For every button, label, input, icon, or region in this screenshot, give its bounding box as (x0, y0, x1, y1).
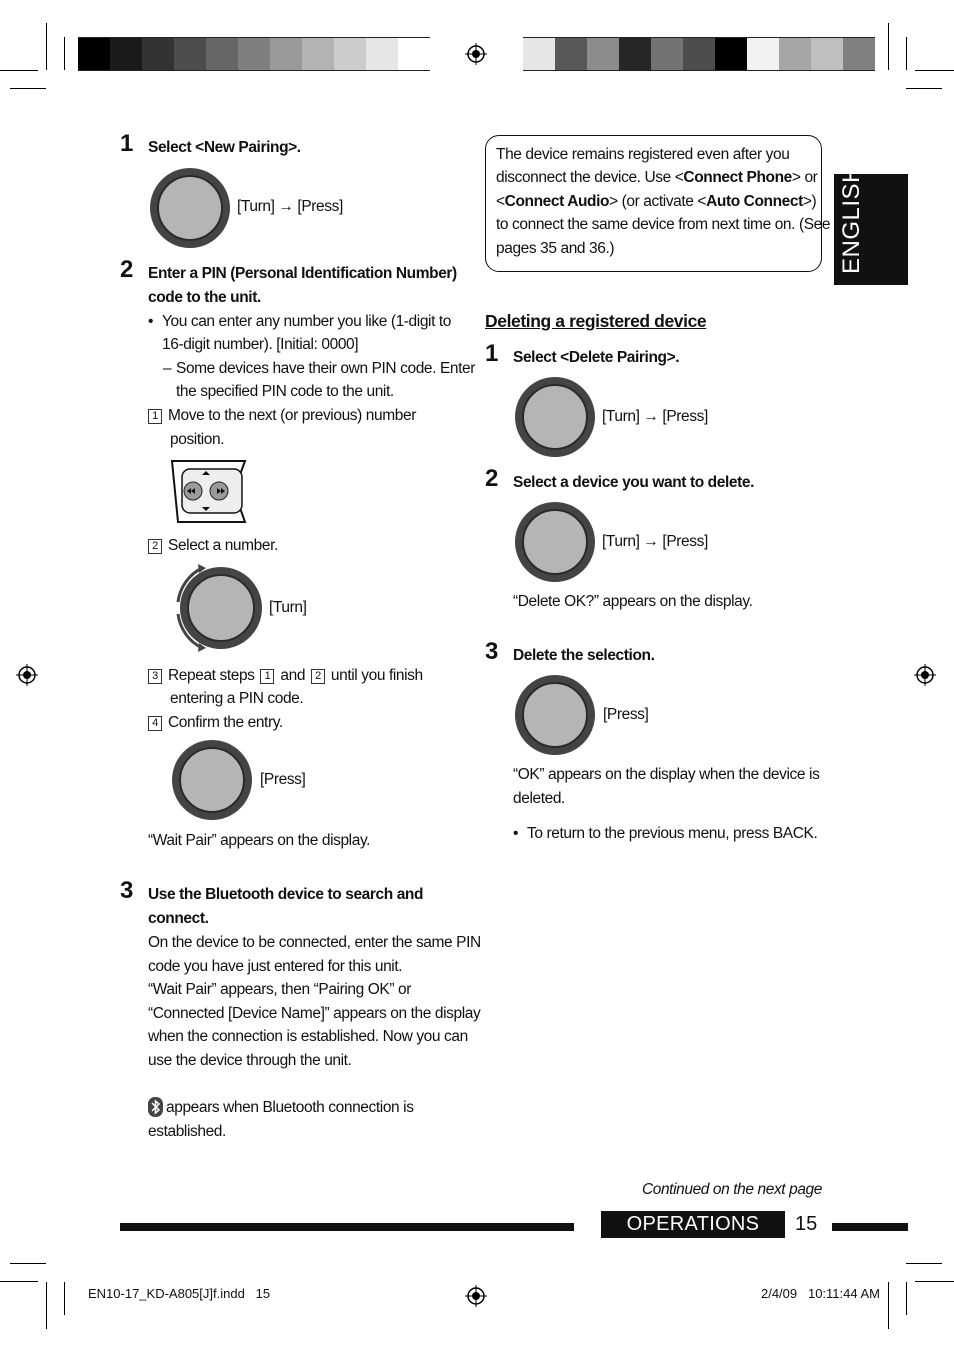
color-swatch (523, 38, 555, 70)
color-swatch (334, 38, 366, 70)
crop-mark (64, 1282, 65, 1315)
bullet-marker: • (513, 825, 519, 842)
step-body: code you have just entered for this unit. (148, 958, 403, 975)
dash-marker: – (163, 360, 172, 377)
language-tab (834, 165, 908, 285)
result-text: deleted. (513, 790, 565, 807)
color-swatch (174, 38, 206, 70)
bullet-text: You can enter any number you like (1-digit to (162, 313, 452, 330)
crop-mark (46, 1282, 47, 1329)
knob-caption: [Turn] → [Press] (602, 408, 708, 425)
control-knob-icon (515, 502, 595, 582)
footer-rule-right (832, 1223, 908, 1231)
crop-mark (0, 70, 38, 71)
step-title: code to the unit. (148, 289, 261, 306)
note-line: <Connect Audio> (or activate <Auto Connect>) (496, 193, 817, 210)
skip-buttons-icon (170, 459, 248, 524)
registration-mark-icon (465, 1285, 487, 1307)
color-swatch (747, 38, 779, 70)
control-knob-icon (515, 377, 595, 457)
control-knob-icon (150, 168, 230, 248)
result-text: “Delete OK?” appears on the display. (513, 593, 753, 610)
crop-mark (888, 23, 889, 70)
crop-mark (915, 70, 954, 71)
step-number: 3 (485, 638, 499, 665)
substep-4: 4 Confirm the entry. (148, 711, 283, 735)
footer-rule-left (120, 1223, 574, 1231)
knob-caption: [Press] (603, 706, 649, 723)
continued-note: Continued on the next page (641, 1181, 822, 1198)
note-line: to connect the same device from next time on. (See (496, 216, 831, 233)
step-title: Use the Bluetooth device to search and (148, 886, 424, 903)
page-number: 15 (795, 1213, 818, 1235)
crop-mark (906, 1282, 907, 1315)
date-info: 2/4/09 10:11:44 AM (760, 1286, 880, 1301)
note-line: disconnect the device. Use <Connect Phone> or (496, 169, 818, 186)
step-body: use the device through the unit. (148, 1052, 352, 1069)
crop-mark (906, 37, 907, 70)
registration-mark-icon (16, 664, 38, 686)
registration-mark-icon (465, 43, 487, 65)
crop-mark (0, 1281, 38, 1282)
color-swatch (811, 38, 843, 70)
crop-mark (46, 23, 47, 70)
bluetooth-note: appears when Bluetooth connection is (166, 1099, 414, 1116)
note-line: pages 35 and 36.) (496, 240, 615, 257)
step-body: when the connection is established. Now you can (148, 1028, 468, 1045)
section-label: OPERATIONS (626, 1213, 760, 1235)
color-swatch (398, 38, 430, 70)
control-knob-icon (515, 675, 595, 755)
knob-caption: [Press] (260, 771, 306, 788)
note-line: The device remains registered even after you (496, 146, 790, 163)
crop-mark (10, 1263, 46, 1264)
dash-text: the specified PIN code to the unit. (176, 383, 394, 400)
step-title: Select <New Pairing>. (148, 139, 301, 156)
step-number: 1 (485, 340, 499, 367)
color-swatch (270, 38, 302, 70)
file-info: EN10-17_KD-A805[J]f.indd 15 (88, 1286, 271, 1301)
color-swatch (683, 38, 715, 70)
color-swatch (715, 38, 747, 70)
step-number: 1 (120, 130, 134, 157)
color-swatch (366, 38, 398, 70)
dash-text: Some devices have their own PIN code. Enter (176, 360, 475, 377)
color-swatch (302, 38, 334, 70)
section-title: Deleting a registered device (485, 311, 707, 331)
knob-caption: [Turn] → [Press] (602, 533, 708, 550)
bluetooth-icon (148, 1097, 163, 1117)
color-swatch (843, 38, 875, 70)
substep-1: 1 Move to the next (or previous) number (148, 404, 416, 428)
knob-caption: [Turn] → [Press] (237, 198, 343, 215)
color-swatch (779, 38, 811, 70)
color-swatch (110, 38, 142, 70)
step-number: 2 (485, 465, 499, 492)
step-number: 2 (120, 256, 134, 283)
substep-2: 2 Select a number. (148, 534, 278, 558)
color-swatch (78, 38, 110, 70)
crop-mark (888, 1282, 889, 1329)
crop-mark (10, 88, 46, 89)
step-title: Select <Delete Pairing>. (513, 349, 680, 366)
step-body: On the device to be connected, enter the same PIN (148, 934, 481, 951)
step-body: “Wait Pair” appears, then “Pairing OK” or (148, 981, 411, 998)
crop-mark (915, 1281, 954, 1282)
substep-1-cont: position. (170, 431, 225, 448)
step-title: Enter a PIN (Personal Identification Number) (148, 265, 457, 282)
result-text: “Wait Pair” appears on the display. (148, 832, 371, 849)
control-knob-icon (172, 740, 252, 820)
color-swatch (555, 38, 587, 70)
color-swatch (142, 38, 174, 70)
bullet-text: To return to the previous menu, press BACK. (527, 825, 818, 842)
bullet-marker: • (148, 313, 154, 330)
color-swatch (587, 38, 619, 70)
knob-caption: [Turn] (269, 599, 307, 616)
registration-mark-icon (914, 664, 936, 686)
bullet-text: 16-digit number). [Initial: 0000] (162, 336, 359, 353)
color-swatch (619, 38, 651, 70)
substep-3: 3 Repeat steps 1 and 2 until you finish (148, 664, 423, 688)
control-knob-icon (180, 567, 262, 649)
substep-3-cont: entering a PIN code. (170, 690, 304, 707)
bluetooth-note: established. (148, 1123, 226, 1140)
color-swatch (651, 38, 683, 70)
color-swatch (206, 38, 238, 70)
color-swatch (238, 38, 270, 70)
language-tab-label: ENGLISH (838, 165, 865, 274)
crop-mark (906, 88, 942, 89)
step-body: “Connected [Device Name]” appears on the display (148, 1005, 481, 1022)
step-title: Delete the selection. (513, 647, 655, 664)
step-number: 3 (120, 877, 134, 904)
crop-mark (64, 37, 65, 70)
step-title: Select a device you want to delete. (513, 474, 754, 491)
result-text: “OK” appears on the display when the device is (513, 766, 820, 783)
crop-mark (906, 1263, 942, 1264)
step-title: connect. (148, 910, 209, 927)
